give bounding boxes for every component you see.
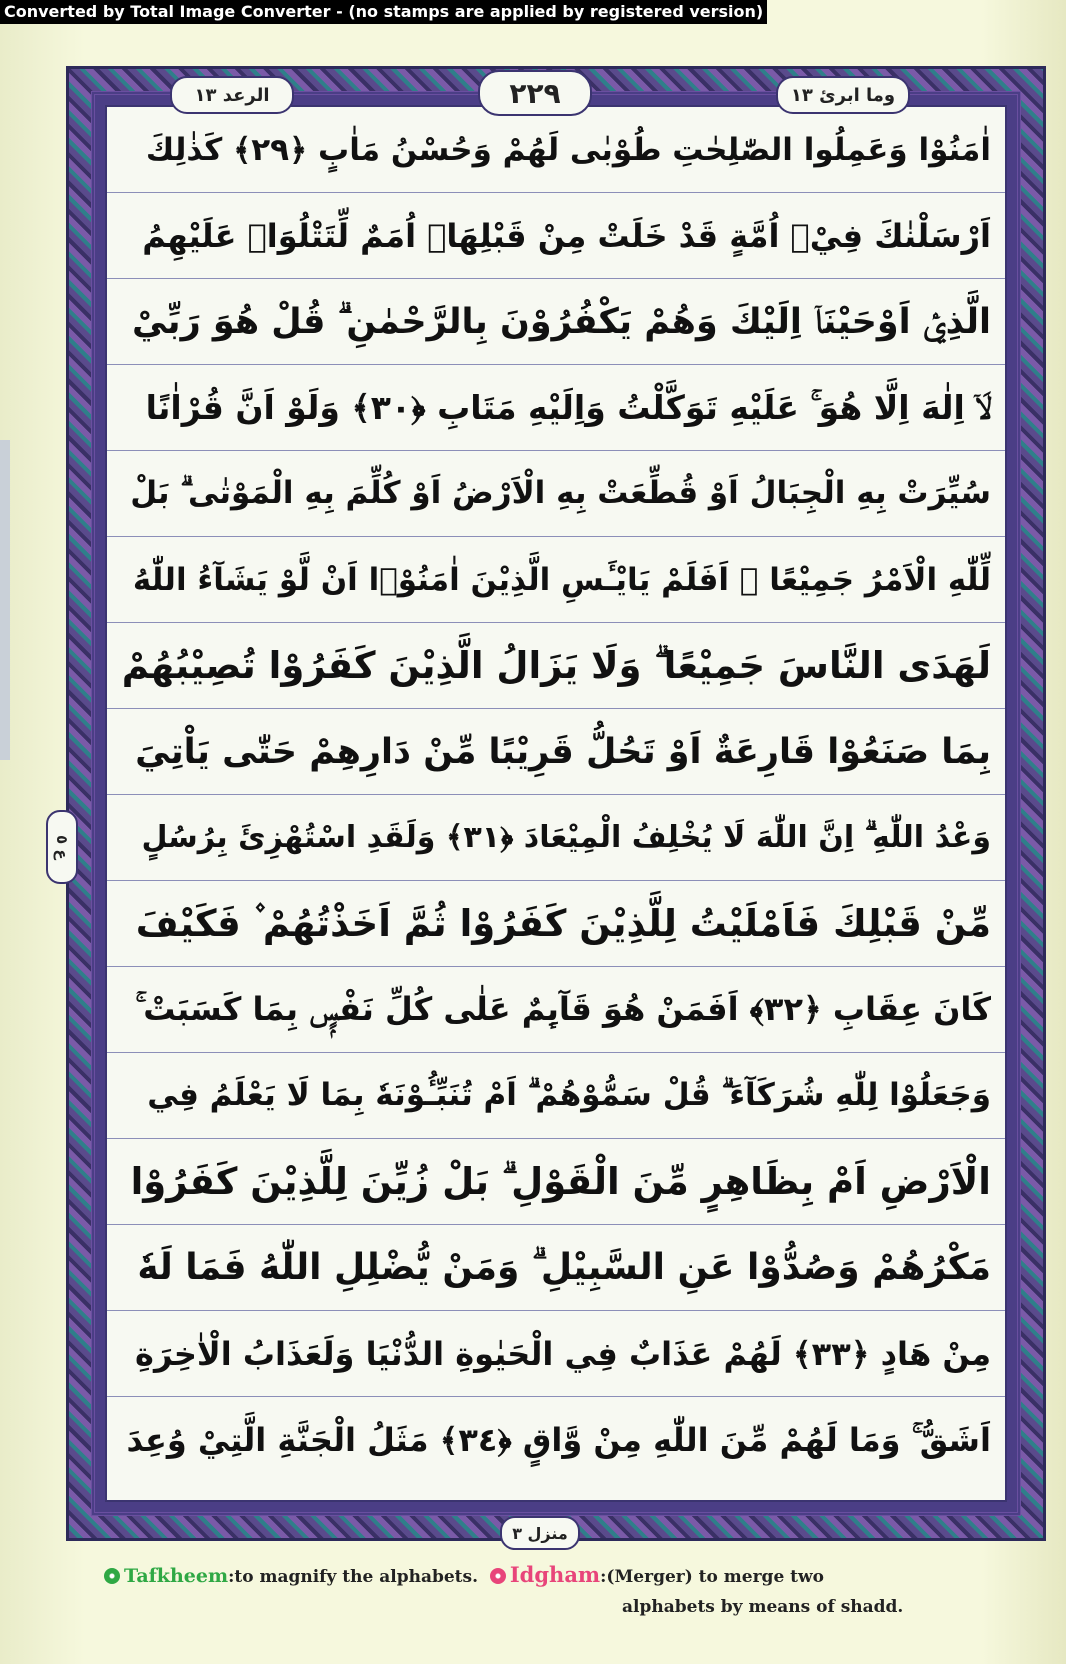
text-line — [107, 623, 1005, 709]
text-line — [107, 1053, 1005, 1139]
verse-text: لِّلّٰهِ الْاَمْرُ جَمِيْعًا ۗ اَفَلَمْ يَايْـَٔسِ الَّذِيْنَ اٰمَنُوْۤا اَنْ لَّوْ يَشَآءُ اللّٰهُ — [132, 561, 991, 598]
verse-text: لَاۤ اِلٰهَ اِلَّا هُوَ ۚ عَلَيْهِ تَوَكَّلْتُ وَاِلَيْهِ مَتَابِ ﴿٣٠﴾ وَلَوْ اَنَّ قُرْاٰنًا — [145, 387, 991, 427]
verse-text: اَشَقُّ ۚ وَمَا لَهُمْ مِّنَ اللّٰهِ مِنْ وَّاقٍ ﴿٣٤﴾ مَثَلُ الْجَنَّةِ الَّتِيْ وُعِدَ — [126, 1420, 991, 1459]
verse-text: مِّنْ قَبْلِكَ فَاَمْلَيْتُ لِلَّذِيْنَ كَفَرُوْا ثُمَّ اَخَذْتُهُمْ ۫ فَكَيْفَ — [135, 901, 991, 945]
text-line — [107, 1225, 1005, 1311]
text-line — [107, 365, 1005, 451]
tafkheem-description: :to magnify the alphabets. — [228, 1567, 479, 1587]
idgham-flower-icon — [490, 1568, 506, 1584]
page-number: ٢٢٩ — [478, 70, 592, 116]
text-line — [107, 967, 1005, 1053]
verse-text: بِمَا صَنَعُوْا قَارِعَةٌ اَوْ تَحُلُّ قَرِيْبًا مِّنْ دَارِهِمْ حَتّٰى يَاْتِيَ — [135, 731, 991, 772]
scan-edge — [0, 440, 10, 760]
juz-label: وما ابرئ ١٣ — [776, 76, 910, 114]
text-line — [107, 193, 1005, 279]
text-line — [107, 107, 1005, 193]
verse-text: لَهَدَى النَّاسَ جَمِيْعًا ۗ وَلَا يَزَالُ الَّذِيْنَ كَفَرُوْا تُصِيْبُهُمْ — [121, 643, 991, 687]
text-line — [107, 1139, 1005, 1225]
idgham-description-cont: alphabets by means of shadd. — [622, 1597, 904, 1617]
text-area — [105, 105, 1007, 1502]
verse-text: مَكْرُهُمْ وَصُدُّوْا عَنِ السَّبِيْلِ ۗ وَمَنْ يُّضْلِلِ اللّٰهُ فَمَا لَهٗ — [137, 1246, 991, 1288]
text-line — [107, 279, 1005, 365]
text-line — [107, 709, 1005, 795]
text-line — [107, 537, 1005, 623]
verse-text: سُيِّرَتْ بِهِ الْجِبَالُ اَوْ قُطِّعَتْ بِهِ الْاَرْضُ اَوْ كُلِّمَ بِهِ الْمَوْتٰى ۗ بَلْ — [130, 475, 991, 511]
text-line — [107, 1311, 1005, 1397]
verse-text: اَرْسَلْنٰكَ فِيْۤ اُمَّةٍ قَدْ خَلَتْ مِنْ قَبْلِهَاۤ اُمَمٌ لِّتَتْلُوَا۟ عَلَيْهِمُ — [142, 216, 991, 255]
tafkheem-term: Tafkheem — [124, 1565, 229, 1587]
tajweed-legend — [104, 1560, 964, 1622]
inner-border — [91, 91, 1021, 1516]
manzil-label: منزل ٣ — [500, 1516, 580, 1550]
verse-text: الْاَرْضِ اَمْ بِظَاهِرٍ مِّنَ الْقَوْلِ ۗ بَلْ زُيِّنَ لِلَّذِيْنَ كَفَرُوْا — [130, 1159, 991, 1203]
converter-watermark: Converted by Total Image Converter - (no stamps are applied by registered version) — [0, 0, 767, 24]
text-line — [107, 1397, 1005, 1483]
verse-text: وَعْدُ اللّٰهِ ۗ اِنَّ اللّٰهَ لَا يُخْلِفُ الْمِيْعَادَ ﴿٣١﴾ وَلَقَدِ اسْتُهْزِئَ بِرُسُلٍ — [141, 820, 991, 855]
ruku-marker: ع ٥ — [46, 810, 78, 884]
ornamental-border — [66, 66, 1046, 1541]
surah-label: الرعد ١٣ — [170, 76, 294, 114]
tafkheem-flower-icon — [104, 1568, 120, 1584]
verse-text: اٰمَنُوْا وَعَمِلُوا الصّٰلِحٰتِ طُوْبٰى لَهُمْ وَحُسْنُ مَاٰبٍ ﴿٢٩﴾ كَذٰلِكَ — [145, 131, 991, 168]
idgham-term: Idgham — [509, 1562, 601, 1587]
text-line — [107, 795, 1005, 881]
text-line — [107, 881, 1005, 967]
idgham-description: :(Merger) to merge two — [600, 1567, 825, 1587]
verse-text: وَجَعَلُوْا لِلّٰهِ شُرَكَآءَ ۗ قُلْ سَمُّوْهُمْ ۗ اَمْ تُنَبِّـُٔوْنَهٗ بِمَا لَا يَعْلَمُ فِي — [147, 1077, 991, 1113]
text-line — [107, 451, 1005, 537]
verse-text: مِنْ هَادٍ ﴿٣٣﴾ لَهُمْ عَذَابٌ فِي الْحَيٰوةِ الدُّنْيَا وَلَعَذَابُ الْاٰخِرَةِ — [135, 1334, 991, 1373]
verse-text: كَانَ عِقَابِ ﴿٣٢﴾ اَفَمَنْ هُوَ قَآىِٕمٌ عَلٰى كُلِّ نَفْسٍۭ بِمَا كَسَبَتْ ۚ — [135, 990, 991, 1028]
verse-text: الَّذِيْۤ اَوْحَيْنَاۤ اِلَيْكَ وَهُمْ يَكْفُرُوْنَ بِالرَّحْمٰنِ ۗ قُلْ هُوَ رَبِّيْ — [132, 301, 991, 342]
